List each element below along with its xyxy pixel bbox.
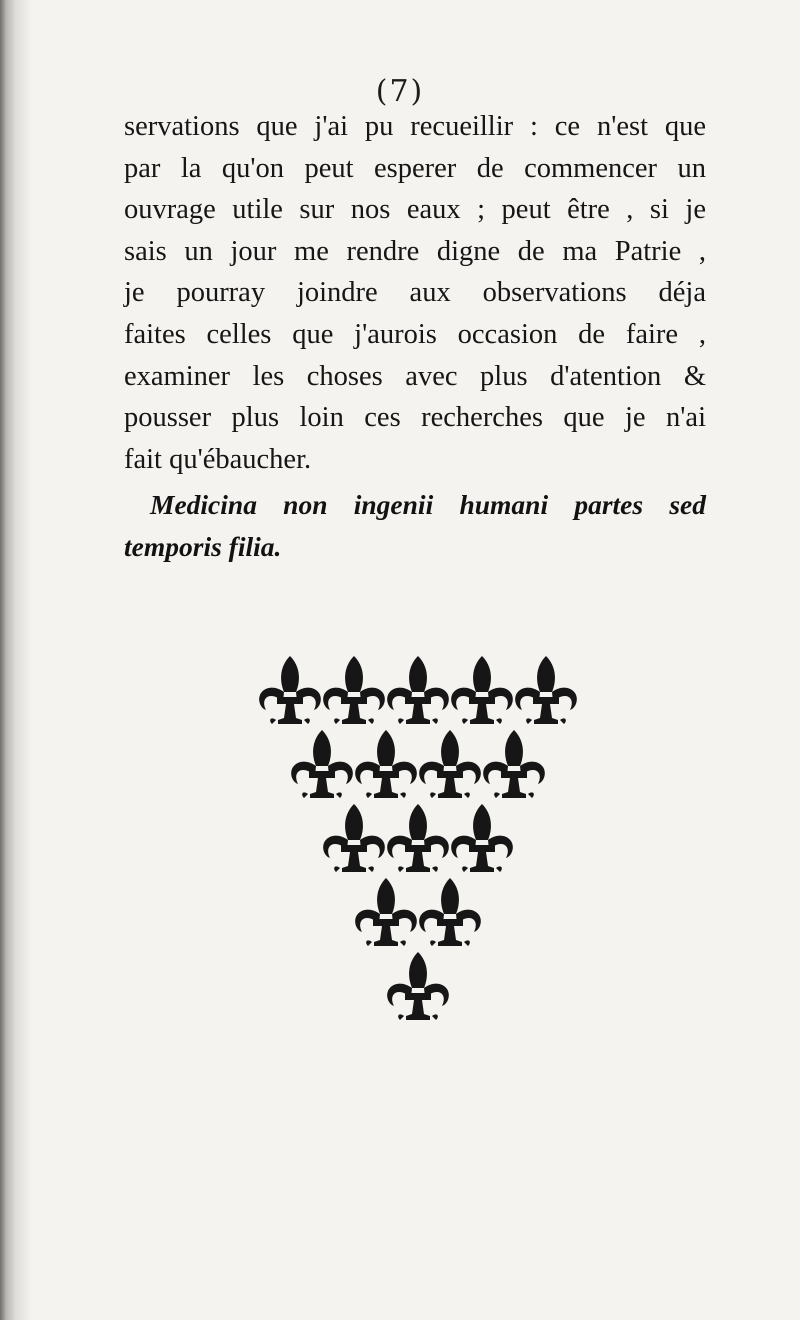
body-line: je pourray joindre aux observations déja: [124, 277, 706, 309]
body-text: [124, 106, 706, 480]
body-line: pousser plus loin ces recherches que je n'ai: [124, 402, 706, 434]
body-line: ouvrage utile sur nos eaux ; peut être , si je: [124, 194, 706, 226]
page-number: (7): [375, 74, 425, 109]
body-line: sais un jour me rendre digne de ma Patrie ,: [124, 235, 706, 267]
body-line: fait qu'ébaucher.: [124, 443, 312, 475]
epigraph-line: temporis filia.: [124, 530, 282, 562]
page-edge-shadow: [14, 0, 32, 1320]
epigraph-line: Medicina non ingenii humani partes sed: [150, 489, 706, 520]
body-line: par la qu'on peut esperer de commencer un: [124, 152, 706, 184]
body-line: servations que j'ai pu recueillir : ce n'est que: [124, 111, 706, 142]
body-line: examiner les choses avec plus d'atention &: [124, 360, 706, 392]
body-line: faites celles que j'aurois occasion de faire ,: [124, 318, 706, 350]
book-gutter: [0, 0, 14, 1320]
latin-epigraph: [124, 484, 706, 567]
